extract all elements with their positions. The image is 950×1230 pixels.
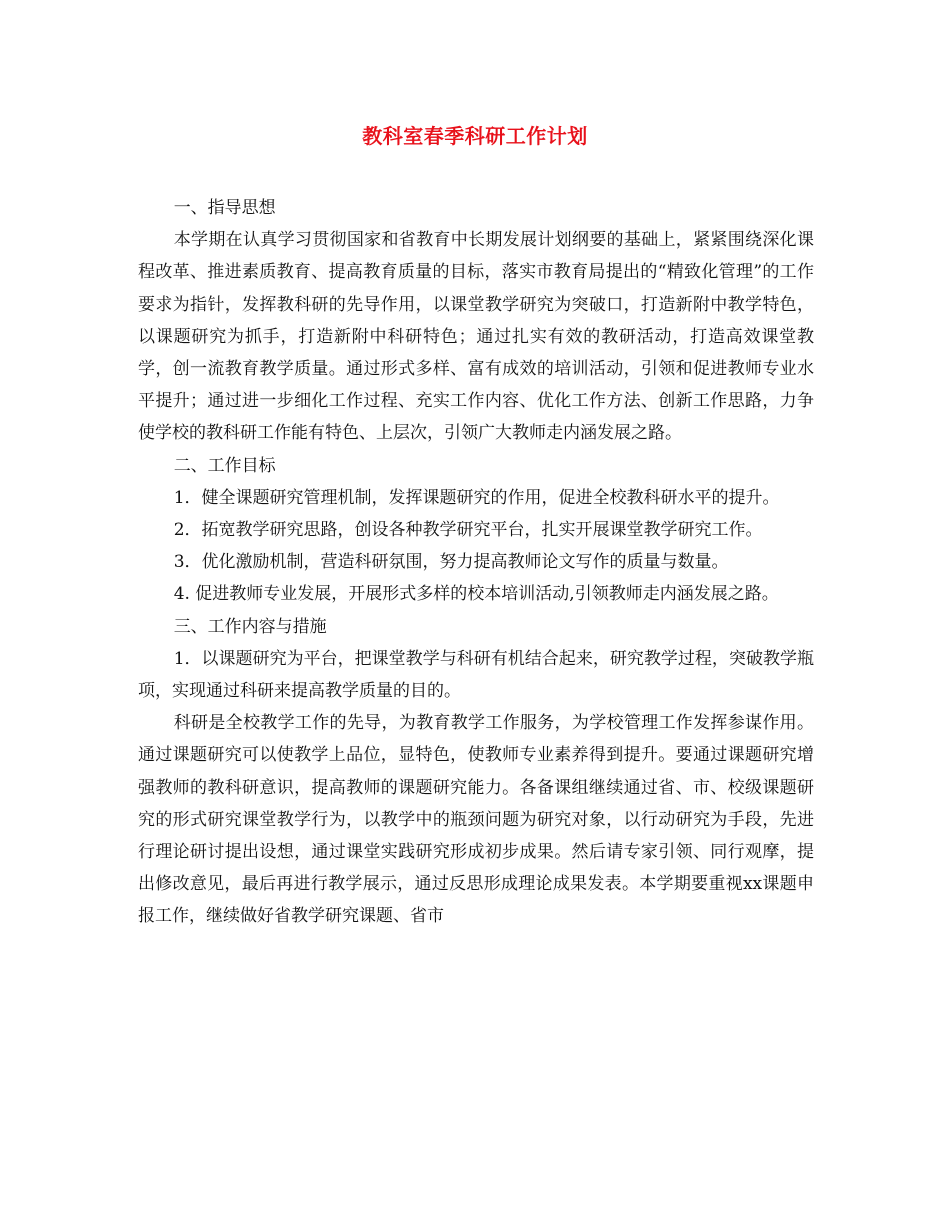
paragraph-guiding-ideology: 本学期在认真学习贯彻国家和省教育中长期发展计划纲要的基础上，紧紧围绕深化课程改革、推进素质教育、提高教育质量的目标，落实市教育局提出的“精致化管理”的工作要求为指针，发挥教科研的先导作用，以课堂教学研究为突破口，打造新附中教学特色，以课题研究为抓手，打造新附中科研特色；通过扎实有效的教研活动，打造高效课堂教学，创一流教育教学质量。通过形式多样、富有成效的培训活动，引领和促进教师专业水平提升；通过进一步细化工作过程、充实工作内容、优化工作方法、创新工作思路，力争使学校的教科研工作能有特色、上层次，引领广大教师走内涵发展之路。 xyxy=(138,230,814,444)
document-body xyxy=(138,192,814,933)
goal-item-3: 3．优化激励机制，营造科研氛围，努力提高教师论文写作的质量与数量。 xyxy=(173,552,729,573)
goal-item-1: 1．健全课题研究管理机制，发挥课题研究的作用，促进全校教科研水平的提升。 xyxy=(173,487,780,508)
measure-item-1: 1．以课题研究为平台，把课堂教学与科研有机结合起来，研究教学过程，突破教学瓶项，实现通过科研来提高教学质量的目的。 xyxy=(138,648,814,702)
document-title: 教科室春季科研工作计划 xyxy=(362,124,588,148)
section-heading-work-goals: 二、工作目标 xyxy=(173,455,276,476)
paragraph-research-role: 科研是全校教学工作的先导，为教育教学工作服务，为学校管理工作发挥参谋作用。通过课题研究可以使教学上品位，显特色，使教师专业素养得到提升。要通过课题研究增强教师的教科研意识，提高教师的课题研究能力。各备课组继续通过省、市、校级课题研究的形式研究课堂教学行为，以教学中的瓶颈问题为研究对象，以行动研究为手段，先进行理论研讨提出设想，通过课堂实践研究形成初步成果。然后请专家引领、同行观摩，提出修改意见，最后再进行教学展示，通过反思形成理论成果发表。本学期要重视xx课题申报工作，继续做好省教学研究课题、省市 xyxy=(138,713,814,927)
section-heading-content-measures: 三、工作内容与措施 xyxy=(173,616,327,637)
goal-item-2: 2．拓宽教学研究思路，创设各种教学研究平台，扎实开展课堂教学研究工作。 xyxy=(173,520,763,541)
goal-item-4: 4. 促进教师专业发展，开展形式多样的校本培训活动,引领教师走内涵发展之路。 xyxy=(173,584,779,605)
section-heading-guiding-ideology: 一、指导思想 xyxy=(173,198,276,218)
